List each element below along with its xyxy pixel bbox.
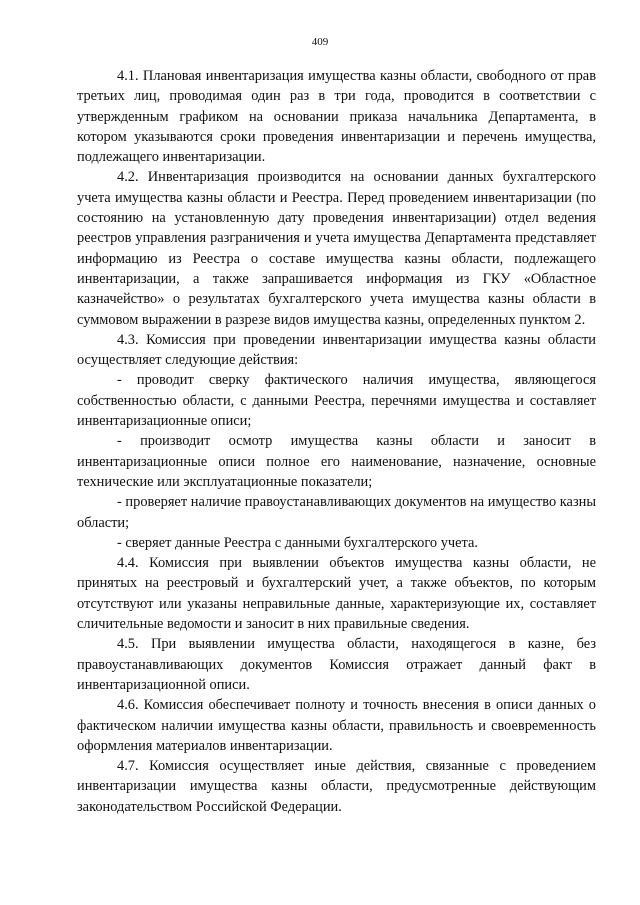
list-item-reconcile: - проводит сверку фактического наличия имущества, являющегося собственностью области, с данными Реестра, перечнями имущества и составляет инвентаризационные описи; [77, 372, 596, 430]
paragraph-4-2: 4.2. Инвентаризация производится на основании данных бухгалтерского учета имущества казны области и Реестра. Перед проведением инвентаризации (по состоянию на установленную дату проведения инвентаризации) отдел ведения реестров управления разграничения и учета имущества Департамента представляет информацию из Реестра о составе имущества казны области, подлежащего инвентаризации, а также запрашивается информация из ГКУ «Областное казначейство» о результатах бухгалтерского учета имущества казны области в суммовом выражении в разрезе видов имущества казны, определенных пунктом 2. [77, 169, 596, 328]
list-item-compare-registry: - сверяет данные Реестра с данными бухгалтерского учета. [117, 534, 478, 551]
list-item-check-documents: - проверяет наличие правоустанавливающих документов на имущество казны области; [77, 494, 596, 531]
paragraph-4-1: 4.1. Плановая инвентаризация имущества казны области, свободного от прав третьих лиц, проводимая один раз в три года, проводится в соответствии с утвержденным графиком на основании приказа начальника Департамента, в котором указываются сроки проведения инвентаризации и перечень имущества, подлежащего инвентаризации. [77, 68, 596, 166]
paragraph-4-7: 4.7. Комиссия осуществляет иные действия, связанные с проведением инвентаризации имущества казны области, предусмотренные действующим законодательством Российской Федерации. [77, 758, 596, 815]
paragraph-4-4: 4.4. Комиссия при выявлении объектов имущества казны области, не принятых на реестровый и бухгалтерский учет, а также объектов, по которым отсутствуют или указаны неправильные данные, характеризующие их, составляет сличительные ведомости и заносит в них правильные сведения. [77, 555, 596, 633]
document-body [77, 66, 596, 817]
paragraph-4-5: 4.5. При выявлении имущества области, находящегося в казне, без правоустанавливающих документов Комиссия отражает данный факт в инвентаризационной описи. [77, 636, 596, 693]
paragraph-4-6: 4.6. Комиссия обеспечивает полноту и точность внесения в описи данных о фактическом наличии имущества казны области, правильность и своевременность оформления материалов инвентаризации. [77, 697, 596, 754]
list-item-inspect: - производит осмотр имущества казны области и заносит в инвентаризационные описи полное его наименование, назначение, основные технические или эксплуатационные показатели; [77, 433, 596, 490]
page-number: 409 [311, 36, 329, 48]
paragraph-4-3: 4.3. Комиссия при проведении инвентаризации имущества казны области осуществляет следующие действия: [77, 331, 596, 369]
